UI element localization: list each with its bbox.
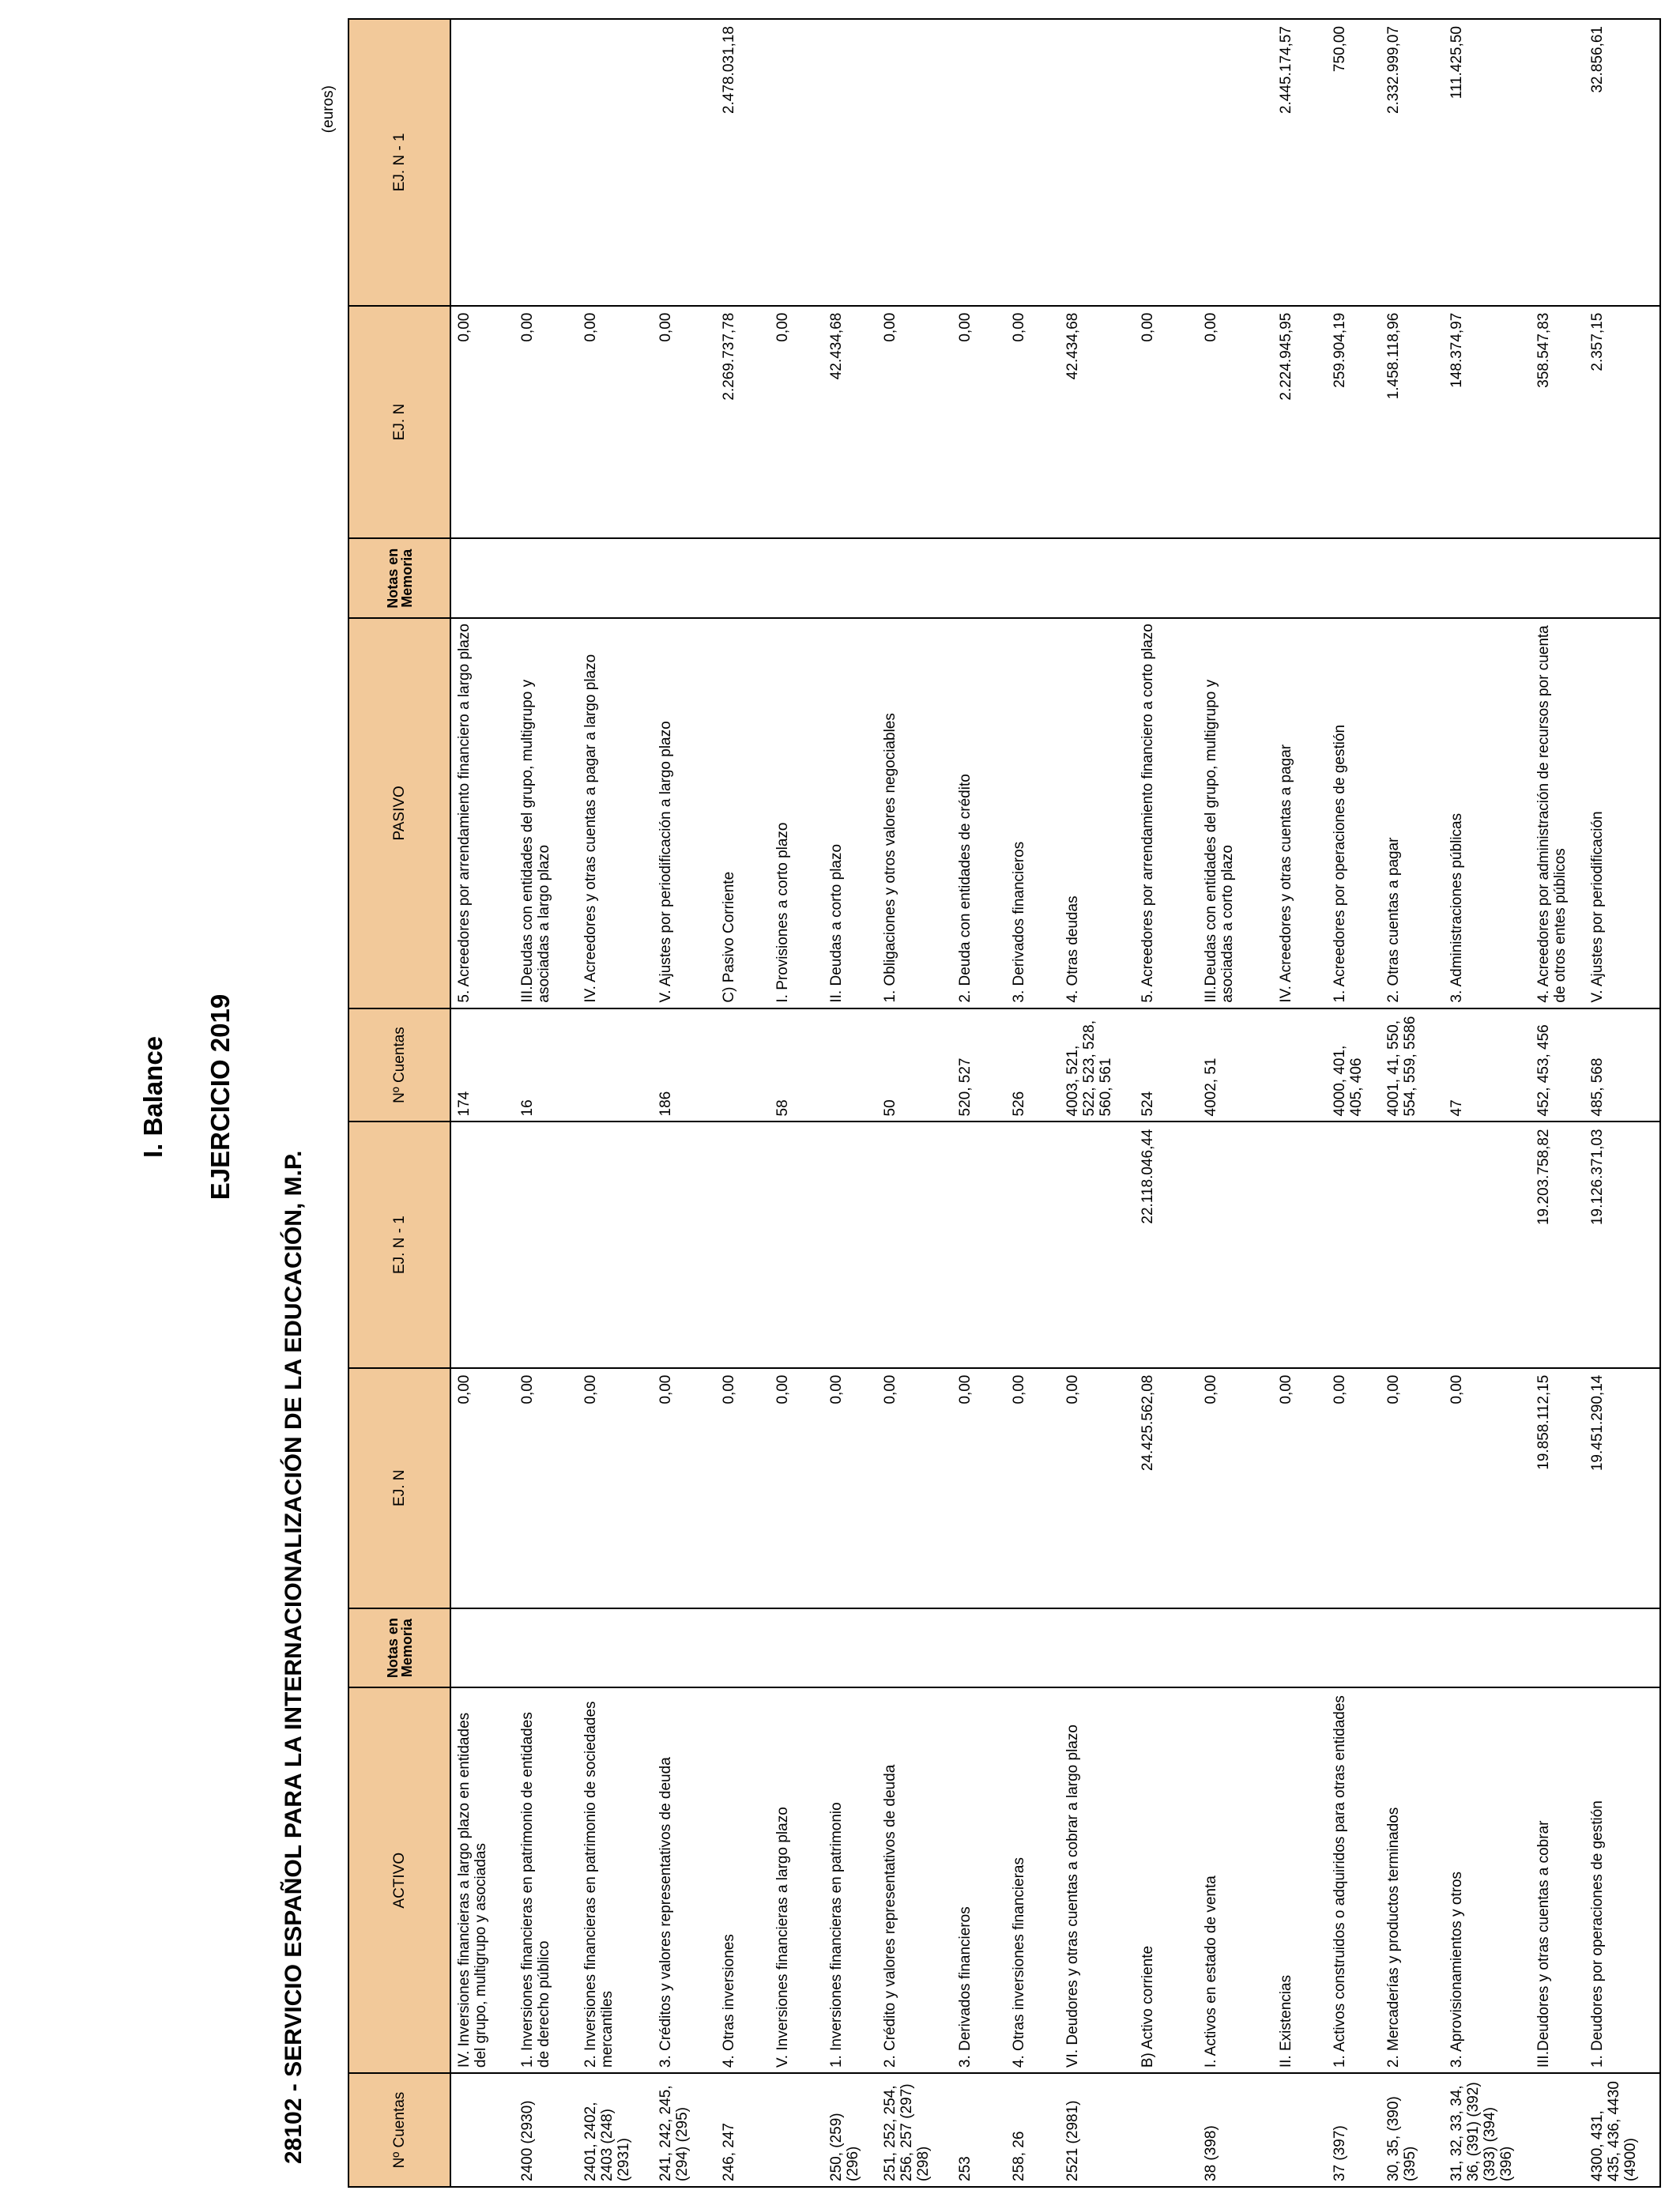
pasivo-ej-n-value: 42.434,68	[823, 306, 877, 539]
account-code: 16	[514, 1008, 578, 1122]
activo-notes	[1584, 1608, 1660, 1688]
activo-ej-n1-value	[1381, 1122, 1444, 1368]
pasivo-ej-n1-value	[578, 19, 653, 306]
pasivo-ej-n1-value: 2.332.999,07	[1381, 19, 1444, 306]
pasivo-label: III.Deudas con entidades del grupo, multigrupo y asociadas a corto plazo	[1198, 618, 1273, 1008]
col-header-cuentas-pasivo: Nº Cuentas	[348, 1008, 450, 1122]
activo-ej-n-value: 0,00	[770, 1368, 823, 1608]
pasivo-notes	[1381, 538, 1444, 618]
account-code: 485, 568	[1584, 1008, 1660, 1122]
activo-notes	[1531, 1608, 1584, 1688]
activo-label: 3. Derivados financieros	[952, 1687, 1006, 2073]
pasivo-notes	[450, 538, 514, 618]
account-code	[1135, 2073, 1198, 2187]
activo-label: 3. Créditos y valores representativos de deuda	[653, 1687, 716, 2073]
activo-notes	[1198, 1608, 1273, 1688]
activo-label: II. Existencias	[1273, 1687, 1327, 2073]
table-row	[1381, 19, 1444, 2187]
activo-ej-n1-value	[1006, 1122, 1060, 1368]
activo-notes	[1327, 1608, 1381, 1688]
pasivo-label: 1. Obligaciones y otros valores negociables	[877, 618, 952, 1008]
activo-ej-n-value: 0,00	[1381, 1368, 1444, 1608]
pasivo-ej-n-value: 0,00	[952, 306, 1006, 539]
pasivo-ej-n-value: 1.458.118,96	[1381, 306, 1444, 539]
pasivo-ej-n1-value	[450, 19, 514, 306]
account-code	[770, 2073, 823, 2187]
col-header-activo: ACTIVO	[348, 1687, 450, 2073]
pasivo-notes	[514, 538, 578, 618]
activo-ej-n-value: 0,00	[450, 1368, 514, 1608]
account-code: 2521 (2981)	[1060, 2073, 1135, 2187]
account-code: 174	[450, 1008, 514, 1122]
activo-ej-n1-value: 19.126.371,03	[1584, 1122, 1660, 1368]
activo-notes	[1060, 1608, 1135, 1688]
balance-table	[348, 18, 1661, 2188]
activo-ej-n-value: 19.451.290,14	[1584, 1368, 1660, 1608]
account-code	[1273, 2073, 1327, 2187]
account-code: 47	[1444, 1008, 1531, 1122]
pasivo-ej-n-value: 0,00	[1198, 306, 1273, 539]
account-code: 37 (397)	[1327, 2073, 1381, 2187]
pasivo-notes	[578, 538, 653, 618]
pasivo-ej-n1-value	[1198, 19, 1273, 306]
activo-label: 1. Deudores por operaciones de gestión	[1584, 1687, 1660, 2073]
activo-ej-n1-value	[1444, 1122, 1531, 1368]
pasivo-label: I. Provisiones a corto plazo	[770, 618, 823, 1008]
activo-label: 1. Inversiones financieras en patrimonio de entidades de derecho público	[514, 1687, 578, 2073]
account-code: 524	[1135, 1008, 1198, 1122]
pasivo-notes	[952, 538, 1006, 618]
pasivo-notes	[1584, 538, 1660, 618]
pasivo-ej-n-value: 0,00	[770, 306, 823, 539]
table-row	[1135, 19, 1198, 2187]
activo-label: B) Activo corriente	[1135, 1687, 1198, 2073]
pasivo-ej-n1-value: 2.478.031,18	[716, 19, 770, 306]
pasivo-ej-n-value: 0,00	[653, 306, 716, 539]
activo-ej-n1-value	[1327, 1122, 1381, 1368]
pasivo-ej-n-value: 0,00	[1006, 306, 1060, 539]
pasivo-label: 4. Otras deudas	[1060, 618, 1135, 1008]
pasivo-label: IV. Acreedores y otras cuentas a pagar a largo plazo	[578, 618, 653, 1008]
activo-ej-n1-value	[578, 1122, 653, 1368]
pasivo-ej-n1-value	[1135, 19, 1198, 306]
account-code: 2400 (2930)	[514, 2073, 578, 2187]
col-header-cuentas-activo: Nº Cuentas	[348, 2073, 450, 2187]
activo-ej-n-value: 0,00	[1327, 1368, 1381, 1608]
table-row	[1531, 19, 1584, 2187]
col-header-ej-n-activo: EJ. N	[348, 1368, 450, 1608]
pasivo-notes	[1060, 538, 1135, 618]
activo-notes	[1273, 1608, 1327, 1688]
pasivo-label: III.Deudas con entidades del grupo, multigrupo y asociadas a largo plazo	[514, 618, 578, 1008]
account-code: 4003, 521, 522, 523, 528, 560, 561	[1060, 1008, 1135, 1122]
pasivo-ej-n1-value	[877, 19, 952, 306]
account-code	[450, 2073, 514, 2187]
col-header-ej-n1-activo: EJ. N - 1	[348, 1122, 450, 1368]
account-code: 30, 35, (390) (395)	[1381, 2073, 1444, 2187]
pasivo-notes	[716, 538, 770, 618]
activo-notes	[823, 1608, 877, 1688]
pasivo-ej-n1-value	[514, 19, 578, 306]
account-code: 4300, 431, 435, 436, 4430 (4900)	[1584, 2073, 1660, 2187]
activo-label: VI. Deudores y otras cuentas a cobrar a largo plazo	[1060, 1687, 1135, 2073]
activo-ej-n1-value	[450, 1122, 514, 1368]
activo-ej-n-value: 0,00	[952, 1368, 1006, 1608]
activo-label: I. Activos en estado de venta	[1198, 1687, 1273, 2073]
pasivo-notes	[1198, 538, 1273, 618]
pasivo-ej-n1-value	[952, 19, 1006, 306]
account-code: 253	[952, 2073, 1006, 2187]
activo-notes	[877, 1608, 952, 1688]
activo-notes	[952, 1608, 1006, 1688]
pasivo-ej-n-value: 0,00	[1135, 306, 1198, 539]
activo-label: 3. Aprovisionamientos y otros	[1444, 1687, 1531, 2073]
pasivo-label: IV. Acreedores y otras cuentas a pagar	[1273, 618, 1327, 1008]
table-header	[348, 19, 450, 2187]
pasivo-label: 2. Deuda con entidades de crédito	[952, 618, 1006, 1008]
pasivo-ej-n-value: 0,00	[578, 306, 653, 539]
entity-name: 28102 - SERVICIO ESPAÑOL PARA LA INTERNACIONALIZACIÓN DE LA EDUCACIÓN, M.P.	[281, 1150, 307, 2164]
activo-notes	[450, 1608, 514, 1688]
activo-notes	[1444, 1608, 1531, 1688]
table-row	[450, 19, 514, 2187]
account-code: 50	[877, 1008, 952, 1122]
activo-label: 1. Inversiones financieras en patrimonio	[823, 1687, 877, 2073]
activo-ej-n-value: 0,00	[823, 1368, 877, 1608]
pasivo-label: 5. Acreedores por arrendamiento financiero a largo plazo	[450, 618, 514, 1008]
pasivo-label: V. Ajustes por periodificación a largo plazo	[653, 618, 716, 1008]
pasivo-ej-n1-value: 32.856,61	[1584, 19, 1660, 306]
pasivo-notes	[1273, 538, 1327, 618]
activo-notes	[770, 1608, 823, 1688]
activo-label: 2. Inversiones financieras en patrimonio de sociedades mercantiles	[578, 1687, 653, 2073]
pasivo-ej-n1-value	[1060, 19, 1135, 306]
activo-ej-n-value: 24.425.562,08	[1135, 1368, 1198, 1608]
activo-ej-n-value: 0,00	[716, 1368, 770, 1608]
account-code: 4000, 401, 405, 406	[1327, 1008, 1381, 1122]
pasivo-ej-n1-value	[653, 19, 716, 306]
table-row	[1444, 19, 1531, 2187]
table-row	[952, 19, 1006, 2187]
table-row	[1060, 19, 1135, 2187]
activo-ej-n-value: 19.858.112,15	[1531, 1368, 1584, 1608]
account-code: 258, 26	[1006, 2073, 1060, 2187]
activo-ej-n1-value	[514, 1122, 578, 1368]
account-code: 31, 32, 33, 34, 36, (391) (392) (393) (394) (396)	[1444, 2073, 1531, 2187]
account-code	[578, 1008, 653, 1122]
activo-notes	[716, 1608, 770, 1688]
table-row	[1198, 19, 1273, 2187]
pasivo-notes	[1327, 538, 1381, 618]
table-row	[1584, 19, 1660, 2187]
table-row	[653, 19, 716, 2187]
pasivo-ej-n-value: 2.269.737,78	[716, 306, 770, 539]
activo-label: 4. Otras inversiones financieras	[1006, 1687, 1060, 2073]
activo-ej-n1-value: 19.203.758,82	[1531, 1122, 1584, 1368]
table-row	[823, 19, 877, 2187]
activo-ej-n1-value	[716, 1122, 770, 1368]
pasivo-notes	[1531, 538, 1584, 618]
col-header-notas-activo: Notas en Memoria	[348, 1608, 450, 1688]
page-title: I. Balance	[138, 1035, 168, 1159]
pasivo-notes	[653, 538, 716, 618]
pasivo-notes	[823, 538, 877, 618]
activo-ej-n-value: 0,00	[1006, 1368, 1060, 1608]
pasivo-notes	[1135, 538, 1198, 618]
account-code: 452, 453, 456	[1531, 1008, 1584, 1122]
pasivo-ej-n1-value: 750,00	[1327, 19, 1381, 306]
activo-ej-n-value: 0,00	[653, 1368, 716, 1608]
table-row	[1327, 19, 1381, 2187]
account-code: 38 (398)	[1198, 2073, 1273, 2187]
activo-ej-n1-value	[952, 1122, 1006, 1368]
table-row	[770, 19, 823, 2187]
activo-notes	[1381, 1608, 1444, 1688]
account-code: 58	[770, 1008, 823, 1122]
activo-notes	[1006, 1608, 1060, 1688]
activo-label: IV. Inversiones financieras a largo plazo en entidades del grupo, multigrupo y asociadas	[450, 1687, 514, 2073]
account-code: 2401, 2402, 2403 (248) (2931)	[578, 2073, 653, 2187]
activo-ej-n1-value	[1273, 1122, 1327, 1368]
pasivo-label: 4. Acreedores por administración de recursos por cuenta de otros entes públicos	[1531, 618, 1584, 1008]
account-code: 526	[1006, 1008, 1060, 1122]
pasivo-label: 3. Derivados financieros	[1006, 618, 1060, 1008]
pasivo-ej-n-value: 0,00	[514, 306, 578, 539]
activo-notes	[578, 1608, 653, 1688]
activo-notes	[653, 1608, 716, 1688]
pasivo-ej-n-value: 148.374,97	[1444, 306, 1531, 539]
col-header-ej-n1-pasivo: EJ. N - 1	[348, 19, 450, 306]
account-code: 4002, 51	[1198, 1008, 1273, 1122]
exercise-title: EJERCICIO 2019	[205, 993, 235, 1201]
activo-ej-n1-value	[877, 1122, 952, 1368]
account-code: 520, 527	[952, 1008, 1006, 1122]
pasivo-label: 2. Otras cuentas a pagar	[1381, 618, 1444, 1008]
col-header-pasivo: PASIVO	[348, 618, 450, 1008]
pasivo-notes	[770, 538, 823, 618]
activo-ej-n1-value	[1198, 1122, 1273, 1368]
activo-notes	[1135, 1608, 1198, 1688]
pasivo-ej-n-value: 259.904,19	[1327, 306, 1381, 539]
activo-ej-n1-value	[823, 1122, 877, 1368]
account-code	[716, 1008, 770, 1122]
currency-note: (euros)	[320, 85, 337, 134]
pasivo-ej-n1-value	[1006, 19, 1060, 306]
activo-ej-n-value: 0,00	[1444, 1368, 1531, 1608]
activo-label: 4. Otras inversiones	[716, 1687, 770, 2073]
pasivo-ej-n1-value: 111.425,50	[1444, 19, 1531, 306]
table-row	[716, 19, 770, 2187]
table-row	[1273, 19, 1327, 2187]
pasivo-ej-n1-value	[770, 19, 823, 306]
pasivo-ej-n-value: 42.434,68	[1060, 306, 1135, 539]
activo-ej-n1-value	[653, 1122, 716, 1368]
activo-ej-n1-value	[1060, 1122, 1135, 1368]
table-row	[514, 19, 578, 2187]
activo-label: III.Deudores y otras cuentas a cobrar	[1531, 1687, 1584, 2073]
account-code	[1273, 1008, 1327, 1122]
account-code: 251, 252, 254, 256, 257 (297) (298)	[877, 2073, 952, 2187]
account-code: 4001, 41, 550, 554, 559, 5586	[1381, 1008, 1444, 1122]
account-code: 250, (259) (296)	[823, 2073, 877, 2187]
activo-label: 2. Mercaderías y productos terminados	[1381, 1687, 1444, 2073]
activo-ej-n-value: 0,00	[877, 1368, 952, 1608]
pasivo-label: 5. Acreedores por arrendamiento financiero a corto plazo	[1135, 618, 1198, 1008]
account-code	[823, 1008, 877, 1122]
col-header-ej-n-pasivo: EJ. N	[348, 306, 450, 539]
account-code	[1531, 2073, 1584, 2187]
pasivo-ej-n1-value	[1531, 19, 1584, 306]
pasivo-label: II. Deudas a corto plazo	[823, 618, 877, 1008]
activo-ej-n1-value: 22.118.046,44	[1135, 1122, 1198, 1368]
activo-label: 1. Activos construidos o adquiridos para otras entidades	[1327, 1687, 1381, 2073]
pasivo-ej-n-value: 0,00	[450, 306, 514, 539]
pasivo-ej-n-value: 0,00	[877, 306, 952, 539]
activo-ej-n1-value	[770, 1122, 823, 1368]
pasivo-label: 1. Acreedores por operaciones de gestión	[1327, 618, 1381, 1008]
activo-label: V. Inversiones financieras a largo plazo	[770, 1687, 823, 2073]
activo-ej-n-value: 0,00	[1273, 1368, 1327, 1608]
activo-ej-n-value: 0,00	[578, 1368, 653, 1608]
pasivo-ej-n1-value	[823, 19, 877, 306]
pasivo-notes	[1444, 538, 1531, 618]
activo-ej-n-value: 0,00	[1060, 1368, 1135, 1608]
account-code: 246, 247	[716, 2073, 770, 2187]
table-row	[877, 19, 952, 2187]
pasivo-notes	[1006, 538, 1060, 618]
pasivo-ej-n-value: 2.357,15	[1584, 306, 1660, 539]
table-row	[578, 19, 653, 2187]
account-code: 241, 242, 245, (294) (295)	[653, 2073, 716, 2187]
pasivo-label: 3. Administraciones públicas	[1444, 618, 1531, 1008]
activo-label: 2. Crédito y valores representativos de deuda	[877, 1687, 952, 2073]
pasivo-notes	[877, 538, 952, 618]
pasivo-label: C) Pasivo Corriente	[716, 618, 770, 1008]
account-code: 186	[653, 1008, 716, 1122]
pasivo-label: V. Ajustes por periodificación	[1584, 618, 1660, 1008]
activo-ej-n-value: 0,00	[1198, 1368, 1273, 1608]
pasivo-ej-n-value: 2.224.945,95	[1273, 306, 1327, 539]
activo-ej-n-value: 0,00	[514, 1368, 578, 1608]
col-header-notas-pasivo: Notas en Memoria	[348, 538, 450, 618]
activo-notes	[514, 1608, 578, 1688]
table-row	[1006, 19, 1060, 2187]
pasivo-ej-n-value: 358.547,83	[1531, 306, 1584, 539]
pasivo-ej-n1-value: 2.445.174,57	[1273, 19, 1327, 306]
